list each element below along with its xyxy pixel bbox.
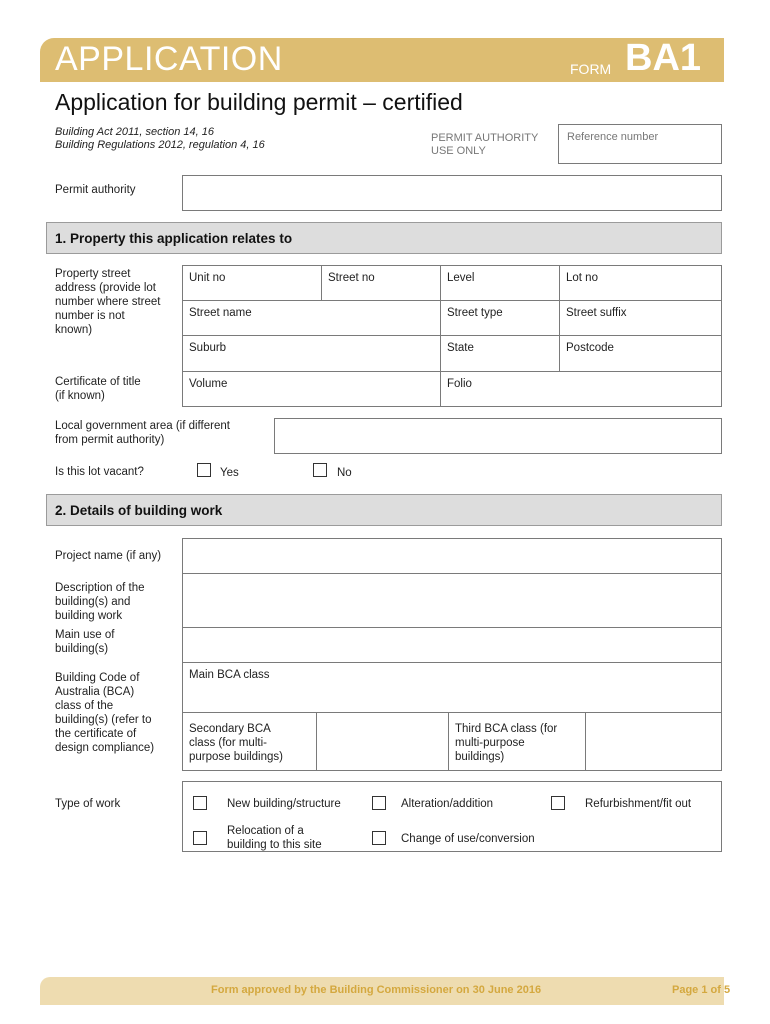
- main-use-field[interactable]: [182, 627, 722, 663]
- permit-authority-label: Permit authority: [55, 184, 136, 196]
- change-of-use-label: Change of use/conversion: [401, 833, 535, 845]
- lot-no-field[interactable]: Lot no: [559, 265, 722, 301]
- postcode-field[interactable]: Postcode: [559, 335, 722, 372]
- lot-vacant-yes-checkbox[interactable]: [197, 463, 211, 477]
- permit-authority-field[interactable]: [182, 175, 722, 211]
- lot-vacant-yes-label: Yes: [220, 467, 239, 479]
- subtitle-act: Building Act 2011, section 14, 16: [55, 126, 214, 138]
- permit-authority-use-only-line1: PERMIT AUTHORITY: [431, 132, 539, 144]
- relocation-label: Relocation of a building to this site: [227, 825, 322, 851]
- new-building-label: New building/structure: [227, 798, 341, 810]
- refurbishment-label: Refurbishment/fit out: [585, 798, 692, 810]
- section-2-title: 2. Details of building work: [55, 503, 223, 518]
- street-no-field[interactable]: Street no: [321, 265, 441, 301]
- lot-vacant-label: Is this lot vacant?: [55, 466, 144, 478]
- volume-field[interactable]: Volume: [182, 371, 441, 407]
- description-field[interactable]: [182, 573, 722, 628]
- project-name-field[interactable]: [182, 538, 722, 574]
- form-approved-text: Form approved by the Building Commissioner on 30 June 2016: [211, 984, 542, 996]
- section-1-title: 1. Property this application relates to: [55, 231, 293, 246]
- secondary-bca-field[interactable]: [316, 712, 449, 771]
- third-bca-field[interactable]: [585, 712, 722, 771]
- main-bca-class-field[interactable]: Main BCA class: [182, 662, 722, 713]
- property-address-label: Property street address (provide lot number where street number is not known): [55, 268, 161, 336]
- reference-number-field[interactable]: [558, 124, 722, 164]
- section-1-header: [46, 222, 722, 254]
- relocation-checkbox[interactable]: [193, 831, 207, 845]
- alteration-label: Alteration/addition: [401, 798, 494, 810]
- certificate-of-title-label: Certificate of title (if known): [55, 376, 141, 402]
- main-use-label: Main use of building(s): [55, 629, 115, 655]
- subtitle-regulations: Building Regulations 2012, regulation 4, 16: [55, 139, 265, 151]
- page-title: Application for building permit – certified: [55, 89, 463, 115]
- new-building-checkbox[interactable]: [193, 796, 207, 810]
- permit-authority-use-only-line2: USE ONLY: [431, 145, 486, 157]
- street-suffix-field[interactable]: Street suffix: [559, 300, 722, 336]
- local-government-area-label: Local government area (if different from permit authority): [55, 420, 230, 446]
- unit-no-field[interactable]: Unit no: [182, 265, 322, 301]
- reference-number-label: Reference number: [567, 131, 659, 143]
- form-label: FORM: [570, 61, 612, 77]
- level-field[interactable]: Level: [440, 265, 560, 301]
- suburb-field[interactable]: Suburb: [182, 335, 441, 372]
- page-number: Page 1 of 5: [672, 984, 731, 996]
- refurbishment-checkbox[interactable]: [551, 796, 565, 810]
- lot-vacant-no-checkbox[interactable]: [313, 463, 327, 477]
- third-bca-label-cell: Third BCA class (for multi-purpose buildings): [448, 712, 586, 771]
- folio-field[interactable]: Folio: [440, 371, 722, 407]
- change-of-use-checkbox[interactable]: [372, 831, 386, 845]
- street-type-field[interactable]: Street type: [440, 300, 560, 336]
- bca-class-label: Building Code of Australia (BCA) class of the building(s) (refer to the certificate of design compliance): [55, 672, 155, 754]
- section-2-header: [46, 494, 722, 526]
- banner-title: APPLICATION: [55, 40, 283, 78]
- project-name-label: Project name (if any): [55, 550, 162, 562]
- local-government-area-field[interactable]: [274, 418, 722, 454]
- alteration-checkbox[interactable]: [372, 796, 386, 810]
- form-code: BA1: [625, 37, 702, 79]
- state-field[interactable]: State: [440, 335, 560, 372]
- type-of-work-label: Type of work: [55, 798, 121, 810]
- secondary-bca-label-cell: Secondary BCA class (for multi- purpose buildings): [182, 712, 317, 771]
- description-label: Description of the building(s) and building work: [55, 582, 145, 622]
- lot-vacant-no-label: No: [337, 467, 352, 479]
- street-name-field[interactable]: Street name: [182, 300, 441, 336]
